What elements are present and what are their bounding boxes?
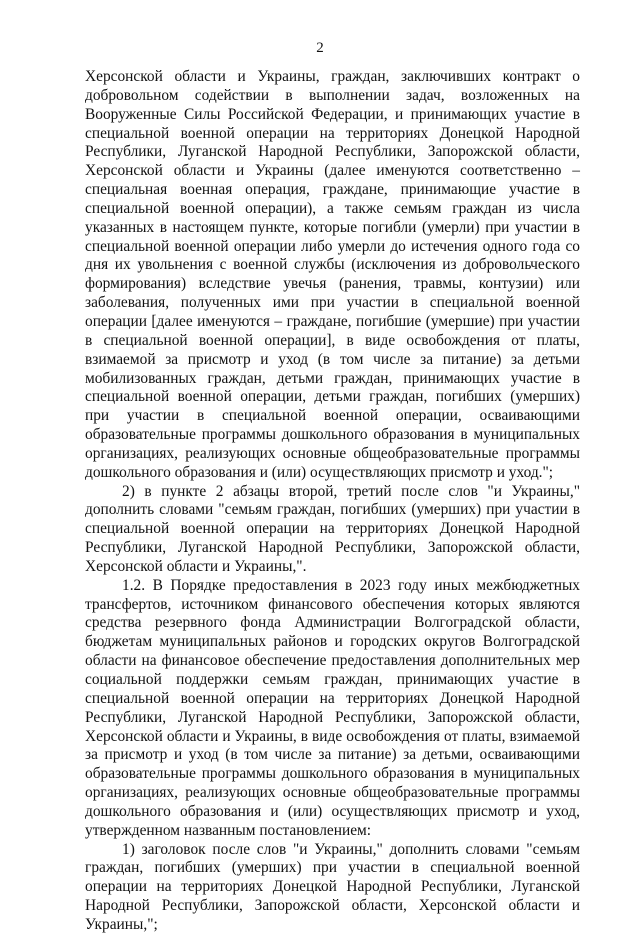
paragraph-section-1-2: 1.2. В Порядке предоставления в 2023 году иных межбюджетных трансфертов, источником финансового обеспечения которых являются средства резервного фонда Администрации Волгоградской области, бюджетам муниципальных районов и городских округов Волгоградской области на финансовое обеспечение предоставления дополнительных мер социальной поддержки семьям граждан, принимающих участие в специальной военной операции на территориях Донецкой Народной Республики, Луганской Народной Республики, Запорожской области, Херсонской области и Украины, в виде освобождения от платы, взимаемой за присмотр и уход (в том числе за питание) за детьми, осваивающими образовательные программы дошкольного образования в муниципальных организациях, реализующих основные общеобразовательные программы дошкольного образования и (или) осуществляющих присмотр и уход, утвержденном названным постановлением: xyxy=(85,576,580,839)
paragraph-continuation: Херсонской области и Украины, граждан, заключивших контракт о добровольном содействии в выполнении задач, возложенных на Вооруженные Силы Российской Федерации, и принимающих участие в специальной военной операции на территориях Донецкой Народной Республики, Луганской Народной Республики, Запорожской области, Херсонской области и Украины (далее именуются соответственно – специальная военная операция, граждане, принимающие участие в специальной военной операции), а также семьям граждан из числа указанных в настоящем пункте, которые погибли (умерли) при участии в специальной военной операции либо умерли до истечения одного года со дня их увольнения с военной службы (исключения из добровольческого формирования) вследствие увечья (ранения, травмы, контузии) или заболевания, полученных ими при участии в специальной военной операции [далее именуются – граждане, погибшие (умершие) при участии в специальной военной операции], в виде освобождения от платы, взимаемой за присмотр и уход (в том числе за питание) за детьми мобилизованных граждан, детьми граждан, принимающих участие в специальной военной операции, детьми граждан, погибших (умерших) при участии в специальной военной операции, осваивающими образовательные программы дошкольного образования в муниципальных организациях, реализующих основные общеобразовательные программы дошкольного образования и (или) осуществляющих присмотр и уход."; xyxy=(85,68,580,481)
paragraph-item-1: 1) заголовок после слов "и Украины," дополнить словами "семьям граждан, погибших (умерших) при участии в специальной военной операции на территориях Донецкой Народной Республики, Луганской Народной Республики, Запорожской области, Херсонской области и Украины,"; xyxy=(85,840,580,933)
page-number: 2 xyxy=(316,40,324,56)
document-body xyxy=(85,68,580,935)
paragraph-item-2: 2) в пункте 2 абзацы второй, третий после слов "и Украины," дополнить словами "семьям граждан, погибших (умерших) при участии в специальной военной операции на территориях Донецкой Народной Республики, Луганской Народной Республики, Запорожской области, Херсонской области и Украины,". xyxy=(85,482,580,575)
